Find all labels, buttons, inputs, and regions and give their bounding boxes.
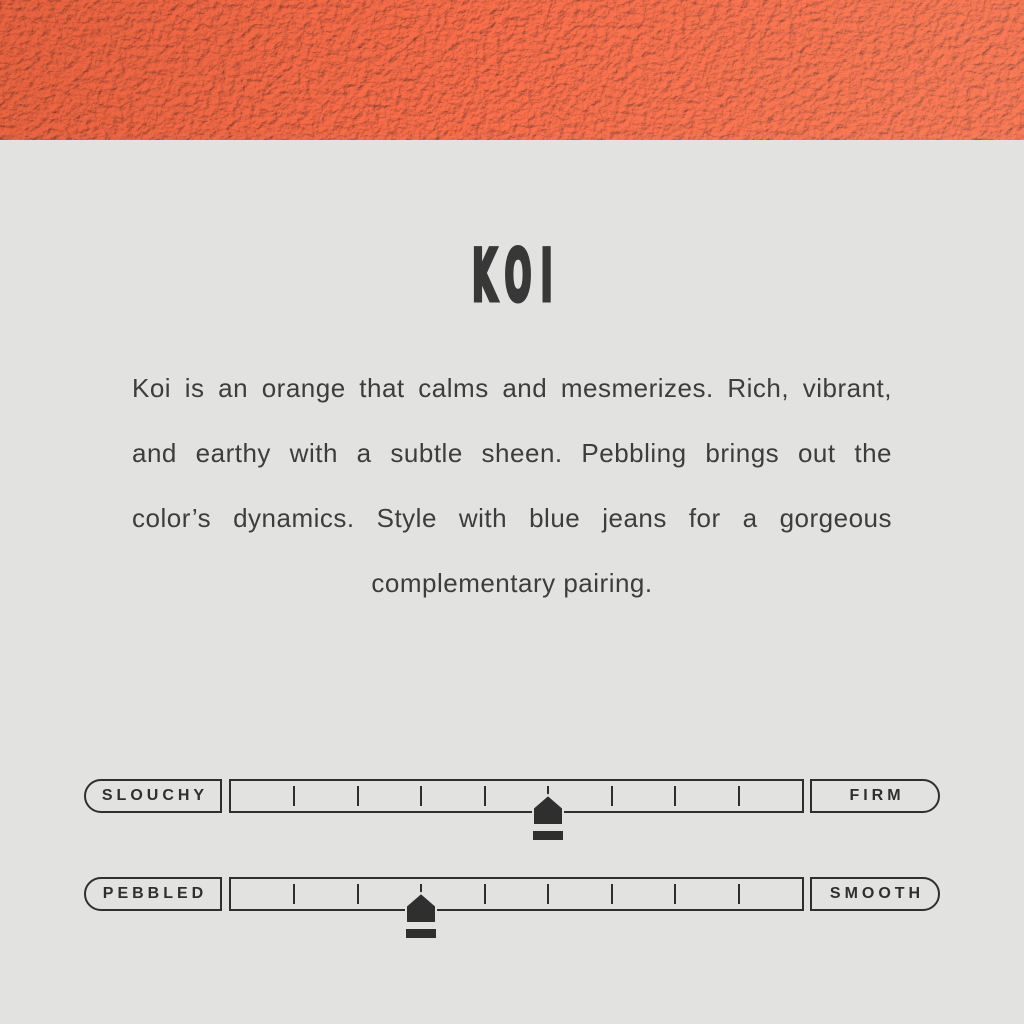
tick-mark xyxy=(611,884,613,904)
title-container xyxy=(0,226,1024,326)
slider-left-label: SLOUCHY xyxy=(101,787,209,804)
tick-mark xyxy=(420,786,422,806)
leather-swatch-image xyxy=(0,0,1024,140)
leather-tint-overlay xyxy=(0,0,1024,140)
tick-mark xyxy=(293,786,295,806)
tick-mark xyxy=(484,884,486,904)
slider-track xyxy=(229,877,804,911)
tick-mark xyxy=(611,786,613,806)
page-title: KOI xyxy=(471,235,562,317)
tick-mark xyxy=(738,786,740,806)
slider-left-label-box xyxy=(84,779,222,813)
description-line: complementary pairing. xyxy=(371,568,653,598)
description-line: and earthy with a subtle sheen. Pebbling brings out the xyxy=(132,438,892,468)
slider-left-label-box xyxy=(84,877,222,911)
slider-marker[interactable] xyxy=(403,892,439,938)
tick-mark xyxy=(293,884,295,904)
slouchy-firm-slider xyxy=(84,779,940,813)
description-line: Koi is an orange that calms and mesmerizes. Rich, vibrant, xyxy=(132,373,892,403)
tick-mark xyxy=(674,786,676,806)
slider-right-label-box xyxy=(810,779,940,813)
tick-mark xyxy=(674,884,676,904)
tick-mark xyxy=(738,884,740,904)
slider-right-label: SMOOTH xyxy=(829,885,925,902)
pebbled-smooth-slider xyxy=(84,877,940,911)
description xyxy=(132,356,892,616)
tick-mark xyxy=(357,786,359,806)
slider-track xyxy=(229,779,804,813)
tick-mark xyxy=(484,786,486,806)
slider-left-label: PEBBLED xyxy=(102,885,208,902)
slider-marker[interactable] xyxy=(530,794,566,840)
tick-mark xyxy=(547,884,549,904)
tick-mark xyxy=(357,884,359,904)
slider-right-label: FIRM xyxy=(849,787,905,804)
description-line: color’s dynamics. Style with blue jeans for a gorgeous xyxy=(132,503,892,533)
slider-right-label-box xyxy=(810,877,940,911)
